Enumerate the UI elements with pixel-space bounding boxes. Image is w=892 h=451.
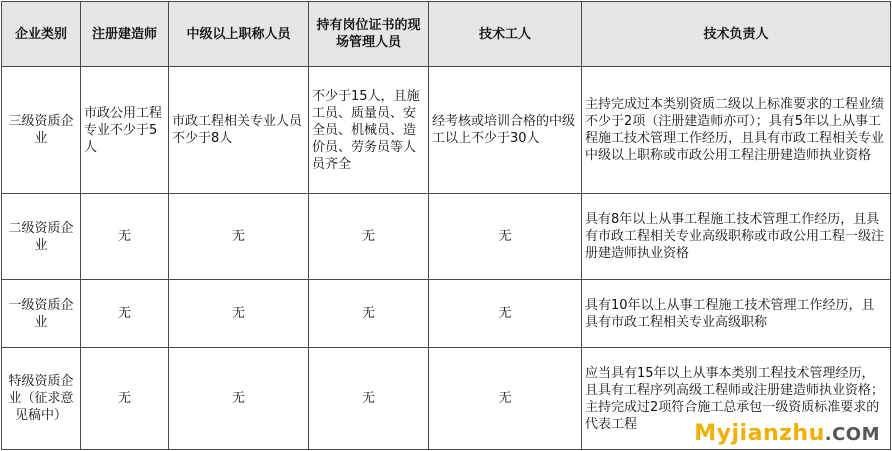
row-category: 三级资质企业: [2, 67, 81, 194]
row-category: 二级资质企业: [2, 194, 81, 280]
row-registered-builders: 市政公用工程专业不少于5人: [81, 67, 169, 194]
header-technical-lead: 技术负责人: [582, 2, 891, 67]
row-technical-lead: 具有10年以上从事工程施工技术管理工作经历，且具有市政工程相关专业高级职称: [582, 280, 891, 348]
row-technical-workers: 无: [429, 348, 582, 450]
row-technical-lead: 主持完成过本类别资质二级以上标准要求的工程业绩不少于2项（注册建造师亦可）；具有5年以上从事工程施工技术管理工作经历，且具有市政工程相关专业中级以上职称或市政公用工程注册建造师执业资格: [582, 67, 891, 194]
row-technical-lead: 应当具有15年以上从事本类别工程技术管理经历，且具有工程序列高级工程师或注册建造师执业资格；主持完成过2项符合施工总承包一级资质标准要求的代表工程: [582, 348, 891, 450]
header-registered-builders: 注册建造师: [81, 2, 169, 67]
table-row: [2, 280, 891, 348]
header-mid-level-titles: 中级以上职称人员: [169, 2, 309, 67]
row-technical-workers: 无: [429, 194, 582, 280]
row-mid-level-titles: 无: [169, 194, 309, 280]
row-site-managers: 无: [309, 348, 429, 450]
row-registered-builders: 无: [81, 194, 169, 280]
row-mid-level-titles: 无: [169, 348, 309, 450]
row-category: 一级资质企业: [2, 280, 81, 348]
row-technical-workers: 无: [429, 280, 582, 348]
row-technical-workers: 经考核或培训合格的中级工以上不少于30人: [429, 67, 582, 194]
table-row: [2, 67, 891, 194]
watermark-text: Myjianzhu: [694, 421, 825, 446]
watermark-suffix: .COM: [824, 424, 880, 445]
row-registered-builders: 无: [81, 280, 169, 348]
row-mid-level-titles: 无: [169, 280, 309, 348]
row-site-managers: 不少于15人，且施工员、质量员、安全员、机械员、造价员、劳务员等人员齐全: [309, 67, 429, 194]
row-mid-level-titles: 市政工程相关专业人员不少于8人: [169, 67, 309, 194]
row-site-managers: 无: [309, 194, 429, 280]
watermark: [694, 422, 880, 447]
header-site-managers: 持有岗位证书的现场管理人员: [309, 2, 429, 67]
table-row: [2, 194, 891, 280]
row-technical-lead: 具有8年以上从事工程施工技术管理工作经历，且具有市政工程相关专业高级职称或市政公用工程一级注册建造师执业资格: [582, 194, 891, 280]
row-category: 特级资质企业（征求意见稿中）: [2, 348, 81, 450]
row-site-managers: 无: [309, 280, 429, 348]
header-row: [2, 2, 891, 67]
row-registered-builders: 无: [81, 348, 169, 450]
header-category: 企业类别: [2, 2, 81, 67]
header-technical-workers: 技术工人: [429, 2, 582, 67]
qualification-table: [1, 1, 891, 450]
